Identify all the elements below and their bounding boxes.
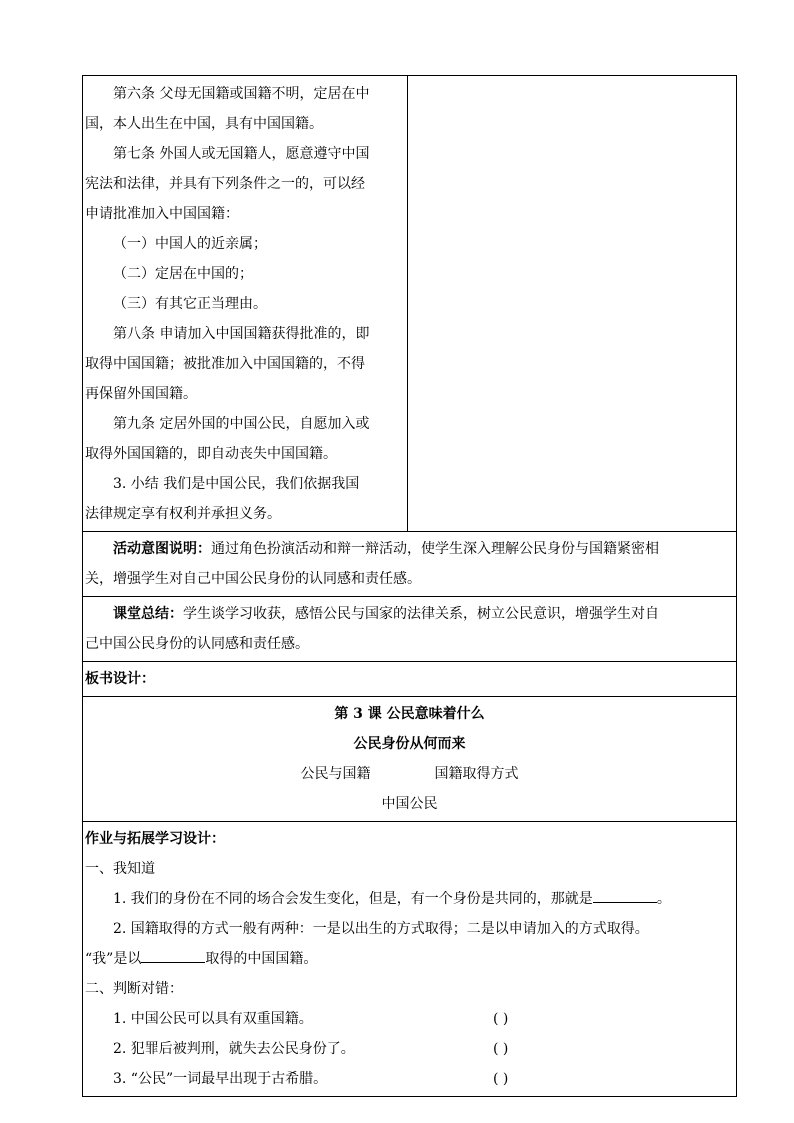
judge-2-text: 2. 犯罪后被判刑，就失去公民身份了。: [113, 1041, 355, 1057]
intent-row: [83, 532, 737, 597]
board-middle-line: [85, 759, 734, 789]
homework-section2: 二、判断对错：: [85, 981, 183, 997]
board-label: 板书设计：: [85, 671, 155, 687]
homework-q2-cont: [85, 944, 734, 974]
homework-row: [83, 822, 737, 1097]
summary-line2: 法律规定享有权利并承担义务。: [85, 506, 281, 522]
judge-1-paren[interactable]: ( ): [493, 1011, 509, 1027]
board-label-cell: [83, 662, 737, 697]
condition-3: （三）有其它正当理由。: [113, 296, 267, 312]
judge-item-2: [85, 1034, 734, 1064]
intent-line1: [85, 534, 734, 564]
article-7-line3: 申请批准加入中国国籍：: [85, 206, 239, 222]
board-cell: [83, 697, 737, 822]
board-right: 国籍取得方式: [434, 766, 519, 782]
intent-text1: 通过角色扮演活动和辩一辩活动，使学生深入理解公民身份与国籍紧密相: [211, 541, 659, 557]
homework-q2-blank[interactable]: [141, 946, 205, 963]
intent-cell: [83, 532, 737, 597]
board-title: 第 3 课 公民意味着什么: [334, 706, 485, 722]
judge-item-1: [85, 1004, 734, 1034]
article-7-line2: 宪法和法律，并具有下列条件之一的，可以经: [85, 176, 365, 192]
articles-row: [83, 76, 737, 532]
homework-cell: [83, 822, 737, 1097]
article-9-line2: 取得外国国籍的，即自动丧失中国国籍。: [85, 446, 337, 462]
article-6-line2: 国，本人出生在中国，具有中国国籍。: [85, 116, 323, 132]
article-6-line1: 第六条 父母无国籍或国籍不明，定居在中: [113, 86, 370, 102]
board-row: [83, 697, 737, 822]
judge-1-text: 1. 中国公民可以具有双重国籍。: [113, 1011, 313, 1027]
article-8-line1: 第八条 申请加入中国国籍获得批准的，即: [113, 326, 370, 342]
board-subtitle: 公民身份从何而来: [353, 736, 466, 752]
class-summary-line2: 己中国公民身份的认同感和责任感。: [85, 636, 309, 652]
intent-label: 活动意图说明：: [113, 541, 211, 557]
class-summary-text1: 学生谈学习收获，感悟公民与国家的法律关系，树立公民意识，增强学生对自: [183, 606, 659, 622]
homework-q1-text: 1. 我们的身份在不同的场合会发生变化，但是，有一个身份是共同的，那就是: [113, 891, 593, 907]
homework-q1-blank[interactable]: [593, 886, 657, 903]
article-8-line3: 再保留外国国籍。: [85, 386, 197, 402]
board-left: 公民与国籍: [300, 766, 371, 782]
board-bottom: 中国公民: [381, 796, 438, 812]
class-summary-row: [83, 597, 737, 662]
homework-section1: 一、我知道: [85, 861, 155, 877]
homework-q1: [85, 884, 734, 914]
article-8-line2: 取得中国国籍；被批准加入中国国籍的，不得: [85, 356, 365, 372]
judge-3-text: 3. “公民”一词最早出现于古希腊。: [113, 1071, 328, 1087]
condition-1: （一）中国人的近亲属；: [113, 236, 267, 252]
lesson-plan-table: [82, 75, 737, 1097]
homework-label: 作业与拓展学习设计：: [85, 831, 225, 847]
intent-line2: 关，增强学生对自己中国公民身份的认同感和责任感。: [85, 571, 421, 587]
homework-q2-post: 取得的中国国籍。: [205, 951, 318, 967]
homework-q2: 2. 国籍取得的方式一般有两种：一是以出生的方式取得；二是以申请加入的方式取得。: [113, 921, 649, 937]
article-9-line1: 第九条 定居外国的中国公民，自愿加入或: [113, 416, 370, 432]
judge-2-paren[interactable]: ( ): [493, 1041, 509, 1057]
condition-2: （二）定居在中国的；: [113, 266, 253, 282]
summary-line1: 3. 小结 我们是中国公民，我们依据我国: [113, 476, 360, 492]
board-label-row: [83, 662, 737, 697]
homework-q1-end: 。: [656, 891, 671, 907]
articles-cell: [83, 76, 408, 532]
class-summary-cell: [83, 597, 737, 662]
article-7-line1: 第七条 外国人或无国籍人，愿意遵守中国: [113, 146, 370, 162]
lesson-plan-table-container: [82, 75, 734, 1097]
class-summary-label: 课堂总结：: [113, 606, 183, 622]
judge-3-paren[interactable]: ( ): [493, 1071, 509, 1087]
class-summary-line1: [85, 599, 734, 629]
judge-item-3: [85, 1064, 734, 1094]
empty-right-cell: [408, 76, 737, 532]
homework-q2-pre: “我”是以: [85, 951, 142, 967]
